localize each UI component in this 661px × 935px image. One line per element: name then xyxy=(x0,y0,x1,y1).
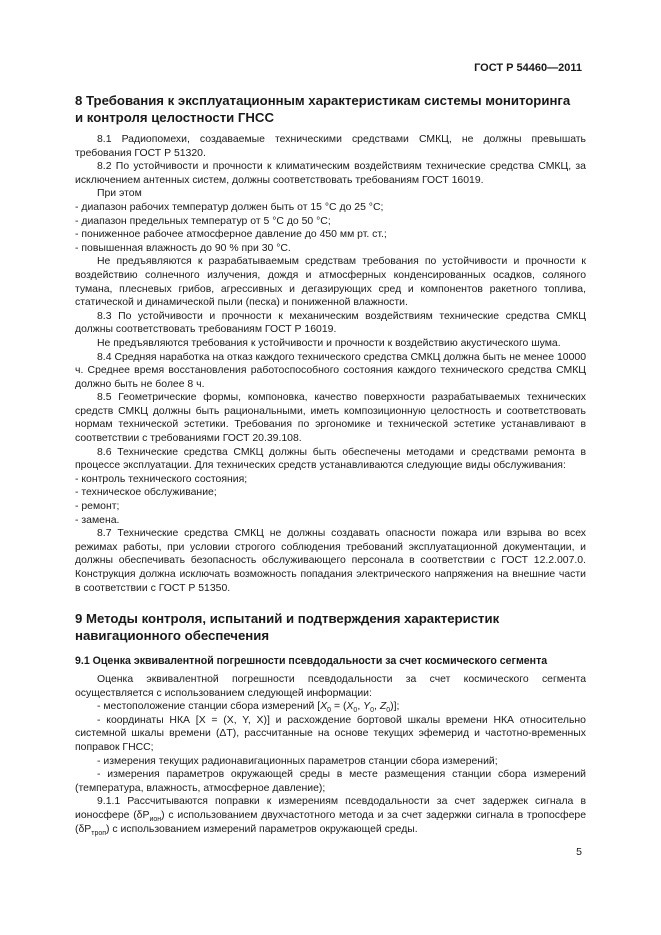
subsection-9-1-heading xyxy=(75,654,586,668)
paragraph-8-1: 8.1 Радиопомехи, создаваемые техническими средствами СМКЦ, не должны превышать требования ГОСТ Р 51320. xyxy=(75,134,586,159)
paragraph-8-5: 8.5 Геометрические формы, компоновка, качество поверхности разрабатываемых технических средств СМКЦ должны быть рациональными, иметь композиционную целостность и соответствовать нормам технической эстетики. Требования по эргономике и технической эстетике устанавливают в соответствии с требованиями ГОСТ 20.39.108. xyxy=(75,392,586,445)
paragraph-8-3: 8.3 По устойчивости и прочности к механическим воздействиям технические средства СМКЦ должны соответствовать требованиям ГОСТ Р 16019. xyxy=(75,310,586,336)
section-8-body xyxy=(75,133,586,595)
p911-part-c: ) с использованием измерений параметров окружающей среды. xyxy=(106,823,418,835)
subscript-ion: ион xyxy=(149,816,162,824)
document-code: ГОСТ Р 54460—2011 xyxy=(474,62,582,74)
paragraph-pri-etom: При этом xyxy=(97,188,142,200)
section-8-heading xyxy=(75,92,586,126)
section-9-title-line-1: 9 Методы контроля, испытаний и подтверждения характеристик xyxy=(75,611,500,626)
paragraph-exclusions: Не предъявляются к разрабатываемым средствам требования по устойчивости и прочности к воздействию солнечного излучения, дождя и атмосферных конденсированных осадков, соляного тумана, плесневых грибов, агрессивных и дегазирующих сред и компонентов ракетного топлива, статической и динамической пыли (песка) и пониженной влажности. xyxy=(75,256,586,309)
paragraph-8-7: 8.7 Технические средства СМКЦ не должны создавать опасности пожара или взрыва во всех режимах работы, при условии строгого соблюдения требований эксплуатационной документации, и должны обеспечивать безопасность обслуживающего персонала в соответствии с ГОСТ 12.2.007.0. Конструкция должна исключать возможность попадания электрического напряжения на внешние части в соответствии с ГОСТ Р 51350. xyxy=(75,528,586,594)
list-item: - замена. xyxy=(75,514,120,526)
section-8-title-line-1: 8 Требования к эксплуатационным характеристикам системы мониторинга xyxy=(75,93,571,108)
subsection-9-1-title: 9.1 Оценка эквивалентной погрешности псевдодальности за счет космического сегмента xyxy=(75,655,548,667)
list-item: - диапазон предельных температур от 5 °С до 50 °С; xyxy=(75,215,331,227)
paragraph-8-6: 8.6 Технические средства СМКЦ должны быть обеспечены методами и средствами ремонта в процессе эксплуатации. Для технических средств устанавливаются следующие виды обслуживания: xyxy=(75,446,586,472)
paragraph-9-1-intro: Оценка эквивалентной погрешности псевдодальности за счет космического сегмента осуществляется с использованием следующей информации: xyxy=(75,674,586,699)
section-9-body xyxy=(75,673,586,836)
paragraph-acoustic: Не предъявляются требования к устойчивости и прочности к воздействию акустического шума. xyxy=(97,337,561,349)
section-9-title-line-2: навигационного обеспечения xyxy=(75,628,270,643)
section-8-title-line-2: и контроля целостности ГНСС xyxy=(75,110,274,125)
list-item-satellite-coordinates: - координаты НКА [X = (X, Y, X)] и расхождение бортовой шкалы времени НКА относительно системной шкалы времени (ΔT), рассчитанные на основе текущих эфемерид и частотно-временных поправок ГНСС; xyxy=(75,714,586,753)
list-item: - ремонт; xyxy=(75,501,120,513)
paragraph-8-4: 8.4 Средняя наработка на отказ каждого технического средства СМКЦ должна быть не менее 10000 ч. Среднее время восстановления работоспособного состояния каждого технического средства СМКЦ должно быть не более 8 ч. xyxy=(75,351,586,390)
p911-part-a: 9.1.1 Рассчитываются поправки к измерениям псевдодальности за счет задержек сигнала в ионосфере (δP xyxy=(75,796,586,821)
page-number: 5 xyxy=(576,846,582,858)
paragraph-9-1-1 xyxy=(75,795,586,836)
paragraph-8-2: 8.2 По устойчивости и прочности к климатическим воздействиям технические средства СМКЦ, за исключением антенных систем, должны соответствовать требованиям ГОСТ 16019. xyxy=(75,161,586,186)
list-item: - диапазон рабочих температур должен быть от 15 °С до 25 °С; xyxy=(75,201,384,213)
section-9-heading xyxy=(75,610,586,644)
list-item: - техническое обслуживание; xyxy=(75,487,217,499)
list-item-radionav-measurements: - измерения текущих радионавигационных параметров станции сбора измерений; xyxy=(97,755,498,767)
list-item: - пониженное рабочее атмосферное давление до 450 мм рт. ст.; xyxy=(75,229,387,241)
list-item: - повышенная влажность до 90 % при 30 °С. xyxy=(75,242,291,254)
list-item-environment-measurements: - измерения параметров окружающей среды в месте размещения станции сбора измерений (температура, влажность, атмосферное давление); xyxy=(75,769,586,794)
p911-part-b: ) с использованием двухчастотного метода и за счет задержки сигнала в тропосфере (δP xyxy=(75,809,586,835)
station-location-prefix: - местоположение станции сбора измерений [ xyxy=(97,701,321,713)
list-item-station-location: - местоположение станции сбора измерений [$X_0 = (X_0$, $Y_0$, $Z_0$)]; xyxy=(97,701,400,715)
subscript-trop: троп xyxy=(91,829,107,837)
list-item: - контроль технического состояния; xyxy=(75,473,248,485)
